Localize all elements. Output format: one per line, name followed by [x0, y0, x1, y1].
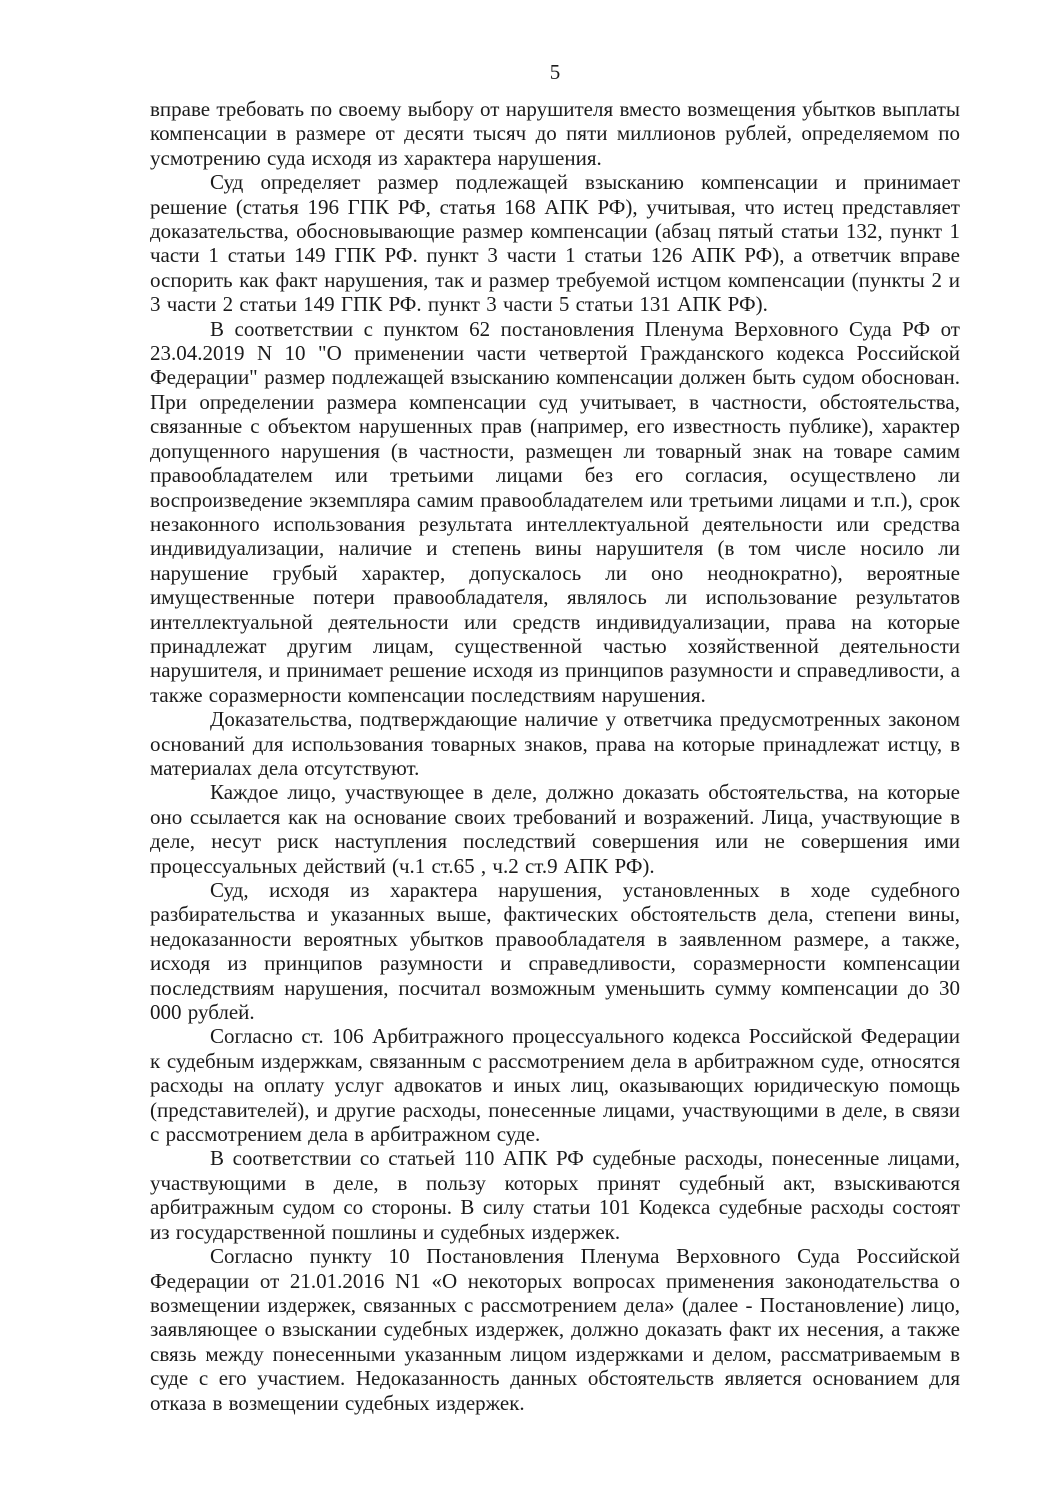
paragraph: В соответствии со статьей 110 АПК РФ судебные расходы, понесенные лицами, участвующими в деле, в пользу которых принят судебный акт, взыскиваются арбитражным судом со стороны. В силу статьи 101 Кодекса судебные расходы состоят из государственной пошлины и судебных издержек. — [150, 1146, 960, 1244]
paragraph: Согласно ст. 106 Арбитражного процессуального кодекса Российской Федерации к судебным издержкам, связанным с рассмотрением дела в арбитражном суде, относятся расходы на оплату услуг адвокатов и иных лиц, оказывающих юридическую помощь (представителей), и другие расходы, понесенные лицами, участвующими в деле, в связи с рассмотрением дела в арбитражном суде. — [150, 1024, 960, 1147]
document-body — [150, 97, 960, 1415]
paragraph: вправе требовать по своему выбору от нарушителя вместо возмещения убытков выплаты компенсации в размере от десяти тысяч до пяти миллионов рублей, определяемом по усмотрению суда исходя из характера нарушения. — [150, 97, 960, 170]
paragraph: Суд, исходя из характера нарушения, установленных в ходе судебного разбирательства и указанных выше, фактических обстоятельств дела, степени вины, недоказанности вероятных убытков правообладателя в заявленном размере, а также, исходя из принципов разумности и справедливости, соразмерности компенсации последствиям нарушения, посчитал возможным уменьшить сумму компенсации до 30 000 рублей. — [150, 878, 960, 1025]
page-number: 5 — [549, 60, 561, 84]
paragraph: Доказательства, подтверждающие наличие у ответчика предусмотренных законом оснований для использования товарных знаков, права на которые принадлежат истцу, в материалах дела отсутствуют. — [150, 707, 960, 780]
paragraph: В соответствии с пунктом 62 постановления Пленума Верховного Суда РФ от 23.04.2019 N 10 "О применении части четвертой Гражданского кодекса Российской Федерации" размер подлежащей взысканию компенсации должен быть судом обоснован. При определении размера компенсации суд учитывает, в частности, обстоятельства, связанные с объектом нарушенных прав (например, его известность публике), характер допущенного нарушения (в частности, размещен ли товарный знак на товаре самим правообладателем или третьими лицами без его согласия, осуществлено ли воспроизведение экземпляра самим правообладателем или третьими лицами и т.п.), срок незаконного использования результата интеллектуальной деятельности или средства индивидуализации, наличие и степень вины нарушителя (в том числе носило ли нарушение грубый характер, допускалось ли оно неоднократно), вероятные имущественные потери правообладателя, являлось ли использование результатов интеллектуальной деятельности или средств индивидуализации, права на которые принадлежат другим лицам, существенной частью хозяйственной деятельности нарушителя, и принимает решение исходя из принципов разумности и справедливости, а также соразмерности компенсации последствиям нарушения. — [150, 316, 960, 707]
paragraph: Суд определяет размер подлежащей взысканию компенсации и принимает решение (статья 196 ГПК РФ, статья 168 АПК РФ), учитывая, что истец представляет доказательства, обосновывающие размер компенсации (абзац пятый статьи 132, пункт 1 части 1 статьи 149 ГПК РФ. пункт 3 части 1 статьи 126 АПК РФ), а ответчик вправе оспорить как факт нарушения, так и размер требуемой истцом компенсации (пункты 2 и 3 части 2 статьи 149 ГПК РФ. пункт 3 части 5 статьи 131 АПК РФ). — [150, 170, 960, 317]
paragraph: Каждое лицо, участвующее в деле, должно доказать обстоятельства, на которые оно ссылается как на основание своих требований и возражений. Лица, участвующие в деле, несут риск наступления последствий совершения или не совершения ими процессуальных действий (ч.1 ст.65 , ч.2 ст.9 АПК РФ). — [150, 780, 960, 878]
paragraph: Согласно пункту 10 Постановления Пленума Верховного Суда Российской Федерации от 21.01.2016 N1 «О некоторых вопросах применения законодательства о возмещении издержек, связанных с рассмотрением дела» (далее - Постановление) лицо, заявляющее о взыскании судебных издержек, должно доказать факт их несения, а также связь между понесенными указанным лицом издержками и делом, рассматриваемым в суде с его участием. Недоказанность данных обстоятельств является основанием для отказа в возмещении судебных издержек. — [150, 1244, 960, 1415]
